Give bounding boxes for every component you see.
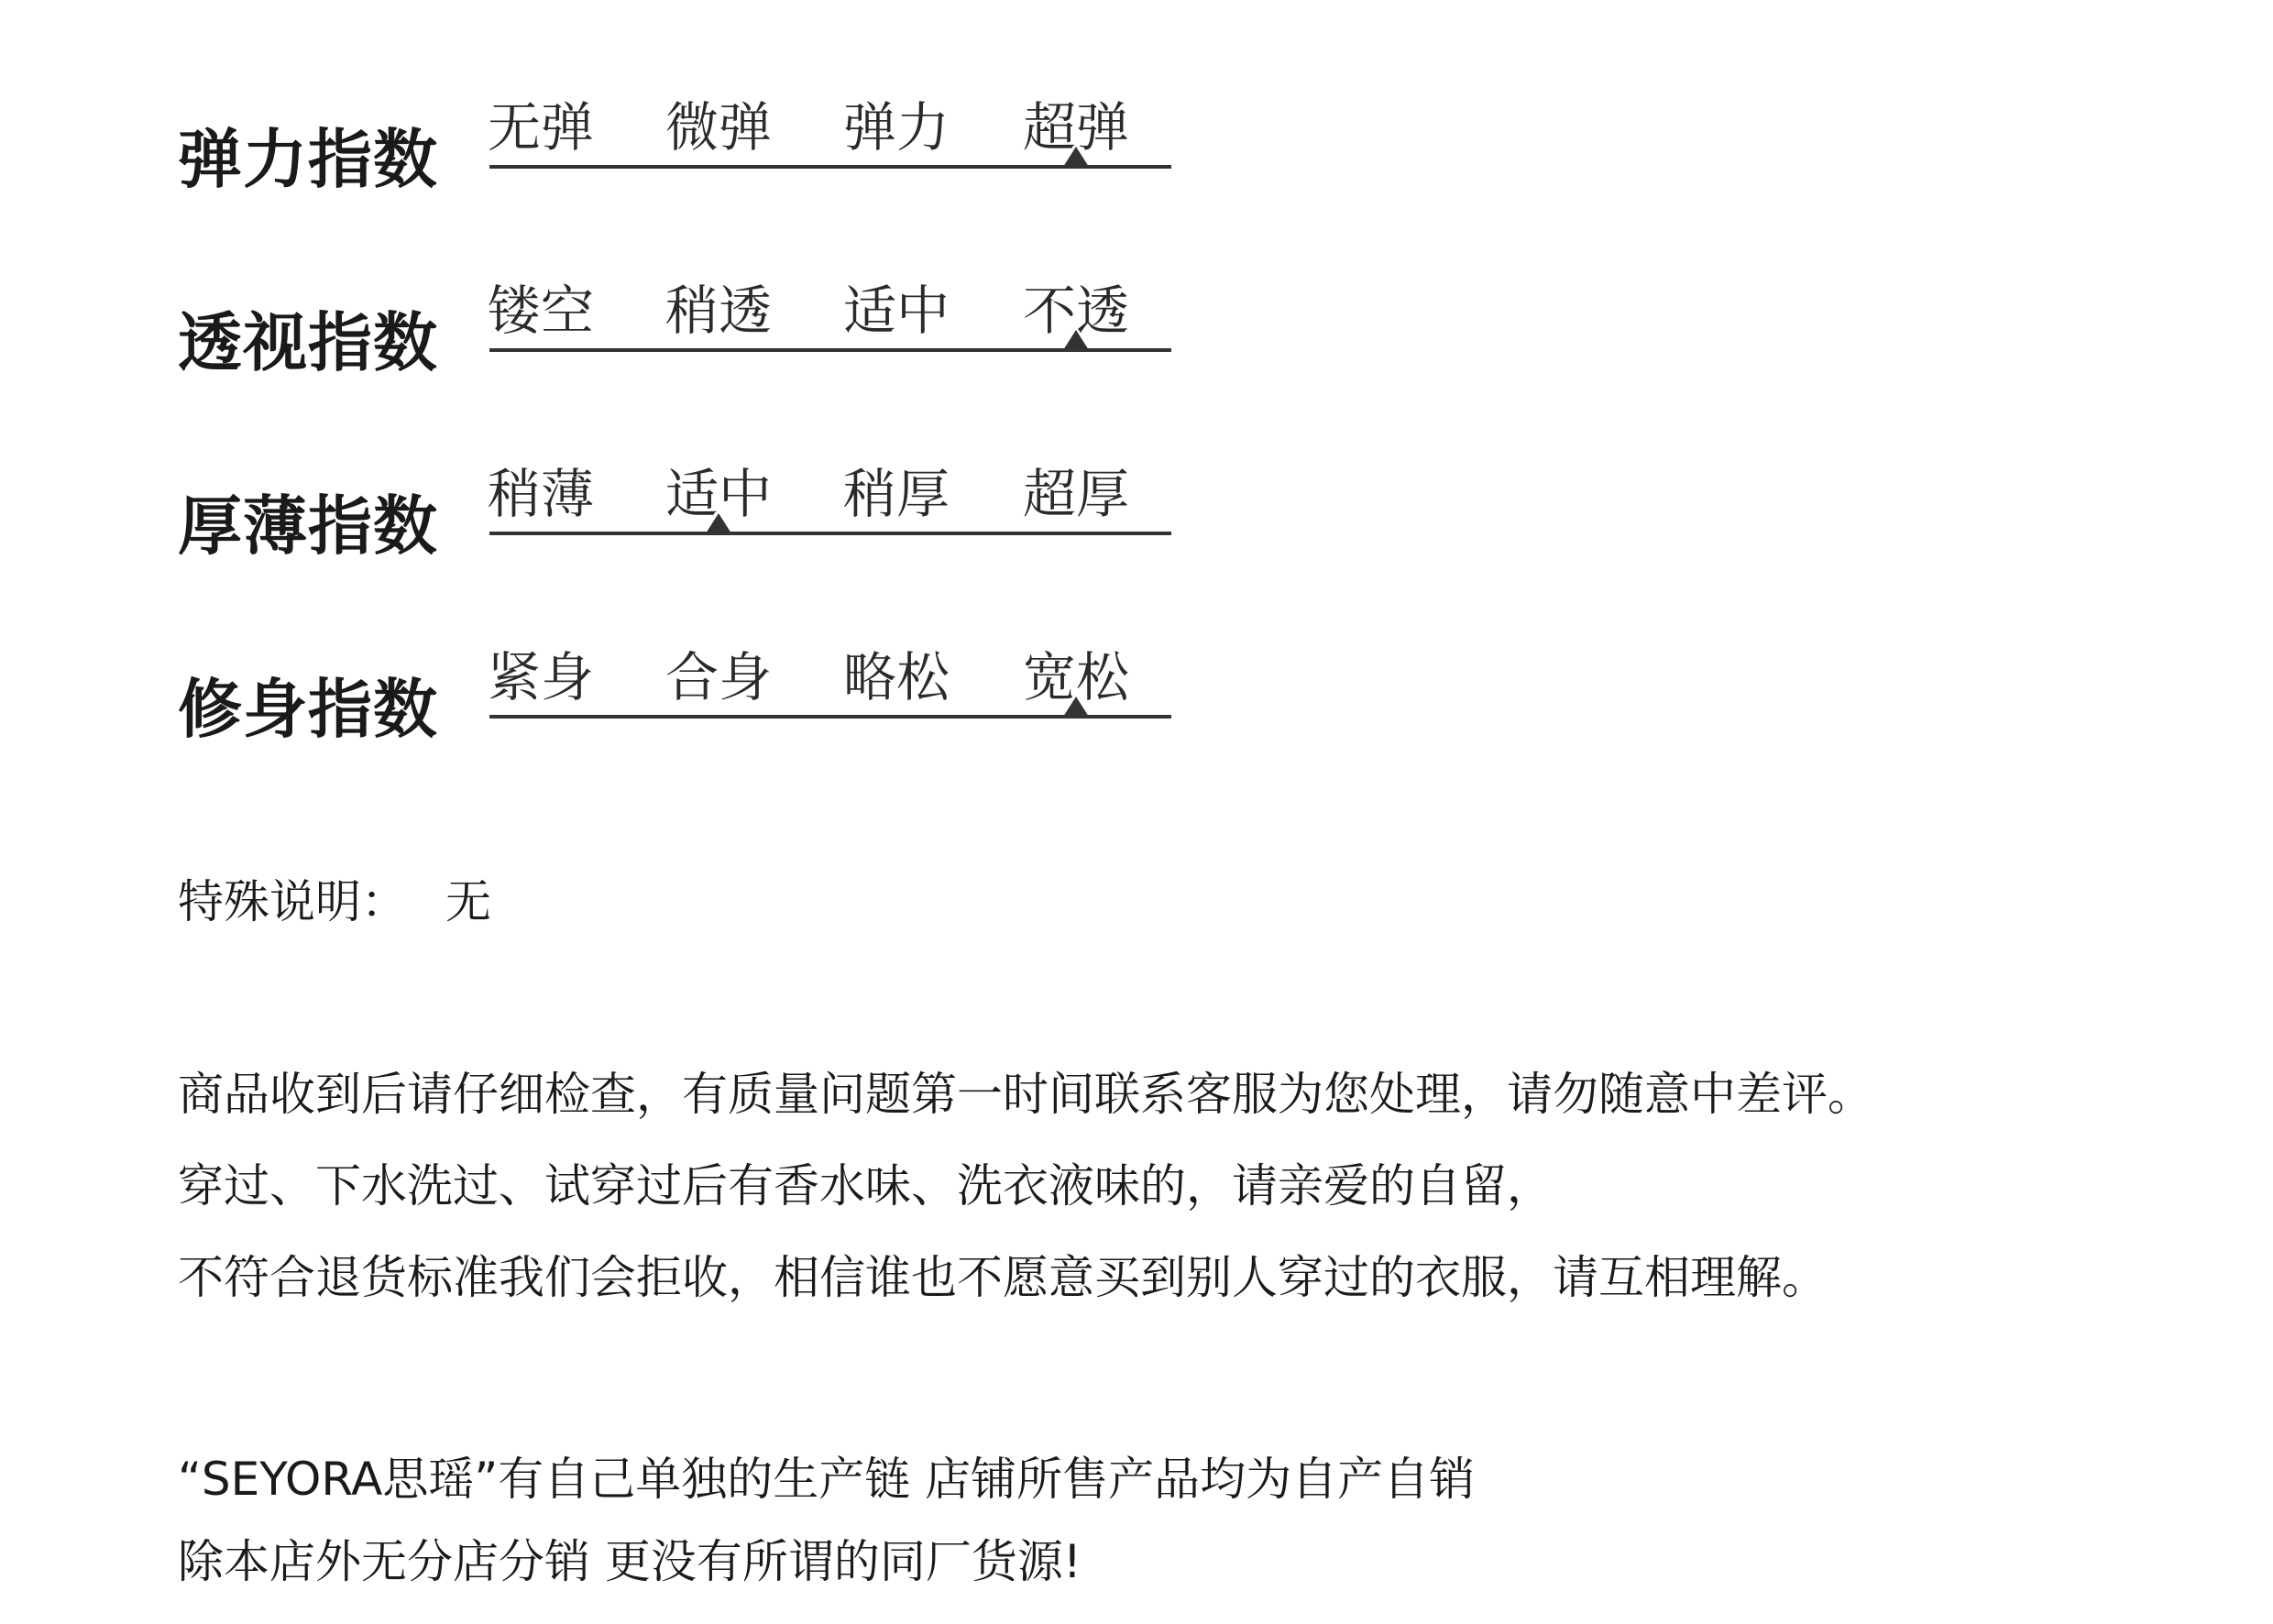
notice-line: 商品收到后请仔细检查，有质量问题第一时间联系客服为您处理，请勿随意中差评。 — [178, 1068, 1873, 1121]
special-note — [178, 865, 491, 931]
brand-line: “SEYORA思瑶”有自己单独的生产链 店铺所售产品均为自产自销 — [178, 1453, 1476, 1506]
scale-option: 不透 — [1022, 280, 1129, 342]
scale-option: 微弹 — [664, 96, 772, 159]
notice-line: 穿过、下水洗过、试穿过后有香水味、洗衣液味的，请亲爱的自留， — [178, 1159, 1553, 1213]
scale-option: 超厚 — [1022, 463, 1129, 525]
scale-fit — [0, 627, 1191, 810]
scale-option: 弹力 — [842, 96, 950, 159]
scale-option: 紧身 — [487, 646, 594, 708]
scale-marker — [706, 513, 731, 533]
scale-option: 稍厚 — [842, 463, 950, 525]
scale-option: 宽松 — [1022, 646, 1129, 708]
scale-marker — [1063, 697, 1089, 717]
brand-line: 除本店外无分店分销 更没有所谓的同厂货源! — [178, 1535, 1082, 1588]
special-note-value: 无 — [445, 875, 491, 928]
scale-option: 适中 — [842, 280, 950, 342]
scale-label: 透视指数 — [178, 305, 438, 380]
special-note-label: 特殊说明： — [178, 875, 407, 928]
scale-option: 超弹 — [1022, 96, 1129, 159]
scale-marker — [1063, 147, 1089, 167]
scale-label: 修身指数 — [178, 672, 438, 747]
scale-marker — [1063, 330, 1089, 350]
scale-option: 稍薄 — [487, 463, 594, 525]
scale-option: 适中 — [664, 463, 772, 525]
scale-option: 稍透 — [664, 280, 772, 342]
scale-option: 略松 — [842, 646, 950, 708]
scale-track — [489, 532, 1171, 535]
scale-label: 厚薄指数 — [178, 488, 438, 564]
scale-option: 镂空 — [487, 280, 594, 342]
scale-option: 合身 — [664, 646, 772, 708]
scale-label: 弹力指数 — [178, 122, 438, 197]
scale-transparency — [0, 260, 1191, 444]
scale-option: 无弹 — [487, 96, 594, 159]
scale-elasticity — [0, 77, 1191, 260]
notice-line: 不符合退货标准我们会拒收，相信谁也不愿意买到别人穿过的衣服，请互相理解。 — [178, 1251, 1828, 1304]
scale-thickness — [0, 444, 1191, 627]
